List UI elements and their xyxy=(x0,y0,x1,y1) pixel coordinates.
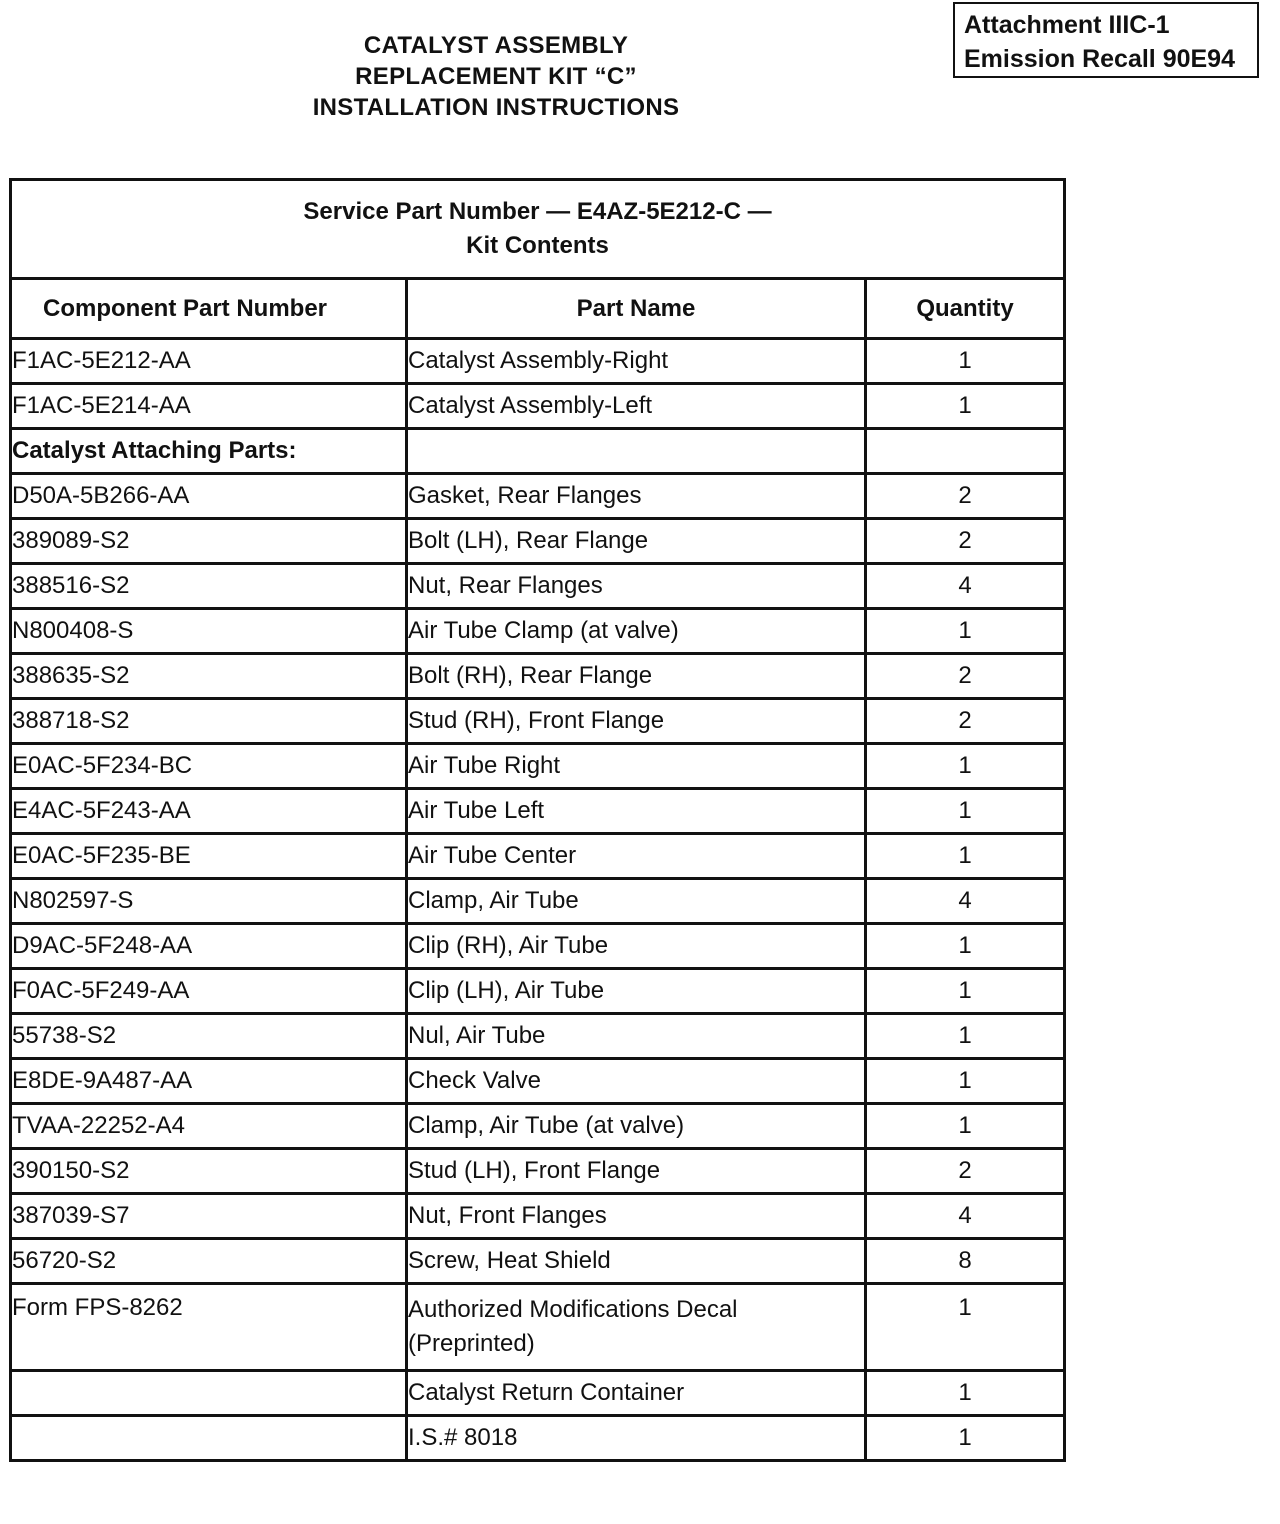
header-part-name: Part Name xyxy=(407,279,866,339)
part-name-cell: Nul, Air Tube xyxy=(407,1014,866,1059)
part-number-cell: F1AC-5E214-AA xyxy=(11,384,407,429)
part-name-cell: Catalyst Assembly-Right xyxy=(407,339,866,384)
part-name-cell: Bolt (LH), Rear Flange xyxy=(407,519,866,564)
part-name-cell: Nut, Rear Flanges xyxy=(407,564,866,609)
quantity-cell: 8 xyxy=(866,1239,1065,1284)
part-number-cell: TVAA-22252-A4 xyxy=(11,1104,407,1149)
part-number-cell: Form FPS-8262 xyxy=(11,1284,407,1371)
quantity-cell: 1 xyxy=(866,834,1065,879)
table-row xyxy=(11,1149,1065,1194)
part-number-cell: 388516-S2 xyxy=(11,564,407,609)
section-label-catalyst-attaching-parts: Catalyst Attaching Parts: xyxy=(11,429,407,474)
table-caption xyxy=(11,180,1065,279)
part-name-cell: Stud (LH), Front Flange xyxy=(407,1149,866,1194)
part-number-cell: 388718-S2 xyxy=(11,699,407,744)
part-number-cell: 389089-S2 xyxy=(11,519,407,564)
table-row xyxy=(11,519,1065,564)
part-number-cell: 56720-S2 xyxy=(11,1239,407,1284)
quantity-cell: 4 xyxy=(866,1194,1065,1239)
table-row xyxy=(11,1239,1065,1284)
quantity-cell: 1 xyxy=(866,1416,1065,1461)
quantity-cell: 2 xyxy=(866,519,1065,564)
attachment-label xyxy=(953,2,1259,78)
title-line-3: INSTALLATION INSTRUCTIONS xyxy=(312,94,680,121)
part-number-cell: 390150-S2 xyxy=(11,1149,407,1194)
part-name-cell: Nut, Front Flanges xyxy=(407,1194,866,1239)
table-row xyxy=(11,384,1065,429)
title-line-2: REPLACEMENT KIT “C” xyxy=(355,63,637,90)
part-number-cell: 55738-S2 xyxy=(11,1014,407,1059)
part-name-cell: Air Tube Center xyxy=(407,834,866,879)
kit-contents-table xyxy=(9,178,1066,1462)
table-row xyxy=(11,1371,1065,1416)
quantity-cell: 1 xyxy=(866,339,1065,384)
part-name-cell: Air Tube Left xyxy=(407,789,866,834)
quantity-cell: 1 xyxy=(866,609,1065,654)
part-number-cell: E4AC-5F243-AA xyxy=(11,789,407,834)
part-name-line-1: Authorized Modifications Decal xyxy=(408,1296,738,1323)
part-name-line-2: (Preprinted) xyxy=(408,1330,535,1357)
part-number-cell: E0AC-5F234-BC xyxy=(11,744,407,789)
document-title xyxy=(246,30,746,123)
quantity-cell: 1 xyxy=(866,744,1065,789)
part-name-cell xyxy=(407,1284,866,1371)
part-number-cell: F0AC-5F249-AA xyxy=(11,969,407,1014)
part-number-cell: F1AC-5E212-AA xyxy=(11,339,407,384)
table-row xyxy=(11,564,1065,609)
part-number-cell: E8DE-9A487-AA xyxy=(11,1059,407,1104)
quantity-cell: 1 xyxy=(866,789,1065,834)
table-row xyxy=(11,1284,1065,1371)
part-number-cell: N800408-S xyxy=(11,609,407,654)
part-number-cell: 387039-S7 xyxy=(11,1194,407,1239)
part-name-cell xyxy=(407,429,866,474)
table-row xyxy=(11,339,1065,384)
table-row xyxy=(11,474,1065,519)
attachment-line-2: Emission Recall 90E94 xyxy=(964,45,1235,73)
quantity-cell xyxy=(866,429,1065,474)
quantity-cell: 2 xyxy=(866,654,1065,699)
table-row xyxy=(11,744,1065,789)
part-number-cell: 388635-S2 xyxy=(11,654,407,699)
header-component-part-number: Component Part Number xyxy=(11,279,407,339)
quantity-cell: 1 xyxy=(866,1014,1065,1059)
caption-kit-contents: Kit Contents xyxy=(466,232,609,259)
table-row xyxy=(11,699,1065,744)
quantity-cell: 1 xyxy=(866,1104,1065,1149)
part-number-cell xyxy=(11,1371,407,1416)
quantity-cell: 1 xyxy=(866,969,1065,1014)
quantity-cell: 1 xyxy=(866,924,1065,969)
part-name-cell: Air Tube Clamp (at valve) xyxy=(407,609,866,654)
title-line-1: CATALYST ASSEMBLY xyxy=(363,32,629,59)
table-row xyxy=(11,609,1065,654)
part-name-cell: Clip (RH), Air Tube xyxy=(407,924,866,969)
table-row xyxy=(11,924,1065,969)
part-name-cell: Stud (RH), Front Flange xyxy=(407,699,866,744)
quantity-cell: 1 xyxy=(866,1284,1065,1371)
quantity-cell: 2 xyxy=(866,1149,1065,1194)
part-name-cell: Catalyst Assembly-Left xyxy=(407,384,866,429)
table-row xyxy=(11,1104,1065,1149)
table-section-row xyxy=(11,429,1065,474)
part-number-cell xyxy=(11,1416,407,1461)
quantity-cell: 1 xyxy=(866,384,1065,429)
table-row xyxy=(11,1059,1065,1104)
part-name-cell: Air Tube Right xyxy=(407,744,866,789)
part-name-cell: Screw, Heat Shield xyxy=(407,1239,866,1284)
table-row xyxy=(11,879,1065,924)
table-row xyxy=(11,1014,1065,1059)
attachment-line-1: Attachment IIIC-1 xyxy=(964,11,1170,39)
part-name-cell: Bolt (RH), Rear Flange xyxy=(407,654,866,699)
part-name-cell: Check Valve xyxy=(407,1059,866,1104)
part-name-cell: Clamp, Air Tube xyxy=(407,879,866,924)
table-row xyxy=(11,969,1065,1014)
table-row xyxy=(11,789,1065,834)
quantity-cell: 1 xyxy=(866,1371,1065,1416)
quantity-cell: 2 xyxy=(866,699,1065,744)
part-name-cell: Catalyst Return Container xyxy=(407,1371,866,1416)
table-row xyxy=(11,1416,1065,1461)
table-row xyxy=(11,834,1065,879)
caption-service-part-number: Service Part Number — E4AZ-5E212-C — xyxy=(303,198,772,225)
quantity-cell: 4 xyxy=(866,879,1065,924)
part-name-cell: Clip (LH), Air Tube xyxy=(407,969,866,1014)
part-number-cell: D9AC-5F248-AA xyxy=(11,924,407,969)
part-name-cell: Gasket, Rear Flanges xyxy=(407,474,866,519)
quantity-cell: 4 xyxy=(866,564,1065,609)
header-quantity: Quantity xyxy=(866,279,1065,339)
table-row xyxy=(11,1194,1065,1239)
part-number-cell: N802597-S xyxy=(11,879,407,924)
quantity-cell: 1 xyxy=(866,1059,1065,1104)
part-name-cell: Clamp, Air Tube (at valve) xyxy=(407,1104,866,1149)
part-number-cell: D50A-5B266-AA xyxy=(11,474,407,519)
part-name-cell: I.S.# 8018 xyxy=(407,1416,866,1461)
table-row xyxy=(11,654,1065,699)
quantity-cell: 2 xyxy=(866,474,1065,519)
part-number-cell: E0AC-5F235-BE xyxy=(11,834,407,879)
